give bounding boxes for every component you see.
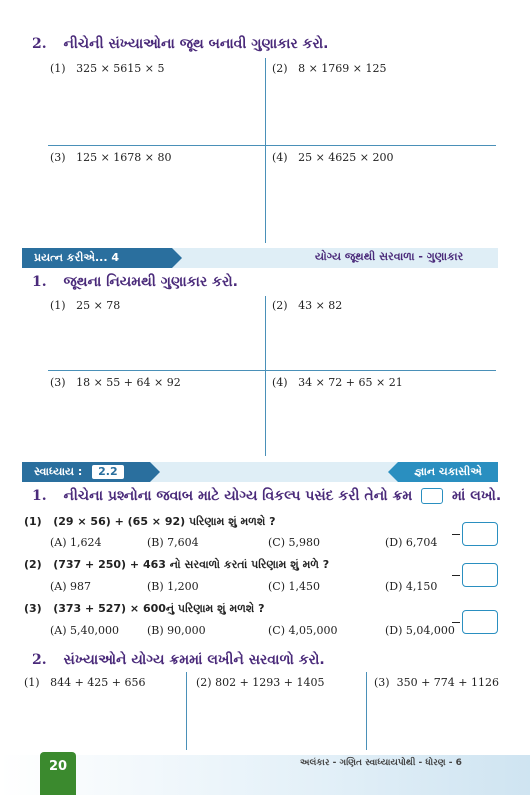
mcq-title-before: નીચેના પ્રશ્નોના જવાબ માટે યોગ્ય વિકલ્પ પસંદ કરી તેનો ક્રમ bbox=[63, 488, 413, 504]
q2-problem-4: (4) 25 × 4625 × 200 bbox=[272, 151, 394, 164]
q2b-problem-2: (2) 802 + 1293 + 1405 bbox=[196, 676, 325, 689]
mcq-1-option-d[interactable]: (D) 6,704 bbox=[385, 536, 438, 549]
try-q1-problem-3: (3) 18 × 55 + 64 × 92 bbox=[50, 376, 181, 389]
swadhyay-title-arrow bbox=[388, 462, 398, 482]
mcq-3-option-a[interactable]: (A) 5,40,000 bbox=[50, 624, 120, 637]
q2-title: નીચેની સંખ્યાઓના જૂથ બનાવી ગુણાકાર કરો. bbox=[63, 36, 329, 52]
swadhyay-banner-title: જ્ઞાન ચકાસીએ bbox=[398, 462, 498, 482]
mcq-2-answer-dash bbox=[452, 575, 460, 576]
try-banner-tag: પ્રયત્ન કરીએ... 4 bbox=[22, 248, 172, 268]
page-number: 20 bbox=[40, 752, 76, 795]
mcq-1-option-a[interactable]: (A) 1,624 bbox=[50, 536, 102, 549]
try-q1-problem-4: (4) 34 × 72 + 65 × 21 bbox=[272, 376, 403, 389]
try-banner-title: યોગ્ય જૂથથી સરવાળા - ગુણાકાર bbox=[315, 250, 464, 263]
q2-number: 2. bbox=[32, 36, 47, 52]
mcq-question-1: (1) (29 × 56) + (65 × 92) પરિણામ શું મળશે ? bbox=[24, 515, 276, 528]
mcq-heading bbox=[32, 488, 501, 504]
try-q1-grid-vertical bbox=[265, 296, 266, 456]
mcq-2-option-b[interactable]: (B) 1,200 bbox=[147, 580, 199, 593]
q2b-problem-1: (1) 844 + 425 + 656 bbox=[24, 676, 146, 689]
swadhyay-banner-arrow bbox=[150, 462, 160, 482]
mcq-1-option-b[interactable]: (B) 7,604 bbox=[147, 536, 199, 549]
mcq-1-answer-dash bbox=[452, 534, 460, 535]
q2-problem-1: (1) 325 × 5615 × 5 bbox=[50, 62, 165, 75]
q2b-divider-2 bbox=[366, 672, 367, 750]
mcq-1-option-c[interactable]: (C) 5,980 bbox=[268, 536, 320, 549]
mcq-question-2: (2) (737 + 250) + 463 નો સરવાળો કરતાં પરિણામ શું મળે ? bbox=[24, 558, 330, 571]
q2-grid-vertical bbox=[265, 58, 266, 243]
q2b-title: સંખ્યાઓને યોગ્ય ક્રમમાં લખીને સરવાળો કરો. bbox=[63, 652, 325, 668]
q2-problem-2: (2) 8 × 1769 × 125 bbox=[272, 62, 387, 75]
mcq-question-3: (3) (373 + 527) × 600નું પરિણામ શું મળશે ? bbox=[24, 602, 265, 615]
mcq-2-option-c[interactable]: (C) 1,450 bbox=[268, 580, 320, 593]
try-q1-title: જૂથના નિયમથી ગુણાકાર કરો. bbox=[63, 274, 238, 290]
try-q1-problem-1: (1) 25 × 78 bbox=[50, 299, 121, 312]
mcq-answer-box-sample bbox=[421, 488, 443, 504]
q2b-divider-1 bbox=[186, 672, 187, 750]
q2-grid-horizontal bbox=[48, 145, 496, 146]
q2b-number: 2. bbox=[32, 652, 47, 668]
swadhyay-banner-tag: સ્વાધ્યાય : 2.2 bbox=[22, 462, 150, 482]
q2b-problem-3: (3) 350 + 774 + 1126 bbox=[374, 676, 499, 689]
mcq-2-answer-box[interactable] bbox=[462, 563, 498, 587]
mcq-2-option-a[interactable]: (A) 987 bbox=[50, 580, 92, 593]
try-q1-grid-horizontal bbox=[48, 370, 496, 371]
mcq-1-answer-box[interactable] bbox=[462, 522, 498, 546]
footer-book-title: અલંકાર - ગણિત સ્વાધ્યાયપોથી - ધોરણ - 6 bbox=[300, 758, 462, 768]
q2b-heading bbox=[32, 652, 325, 668]
mcq-3-answer-dash bbox=[452, 622, 460, 623]
mcq-3-answer-box[interactable] bbox=[462, 610, 498, 634]
swadhyay-number-badge: 2.2 bbox=[92, 465, 124, 479]
mcq-title-after: માં લખો. bbox=[452, 488, 502, 504]
try-banner-arrow bbox=[172, 248, 182, 268]
try-q1-problem-2: (2) 43 × 82 bbox=[272, 299, 343, 312]
mcq-number: 1. bbox=[32, 488, 47, 504]
mcq-3-option-b[interactable]: (B) 90,000 bbox=[147, 624, 206, 637]
q2-heading bbox=[32, 36, 329, 52]
mcq-3-option-d[interactable]: (D) 5,04,000 bbox=[385, 624, 455, 637]
mcq-2-option-d[interactable]: (D) 4,150 bbox=[385, 580, 438, 593]
mcq-3-option-c[interactable]: (C) 4,05,000 bbox=[268, 624, 338, 637]
try-q1-number: 1. bbox=[32, 274, 47, 290]
try-q1-heading bbox=[32, 274, 238, 290]
q2-problem-3: (3) 125 × 1678 × 80 bbox=[50, 151, 172, 164]
